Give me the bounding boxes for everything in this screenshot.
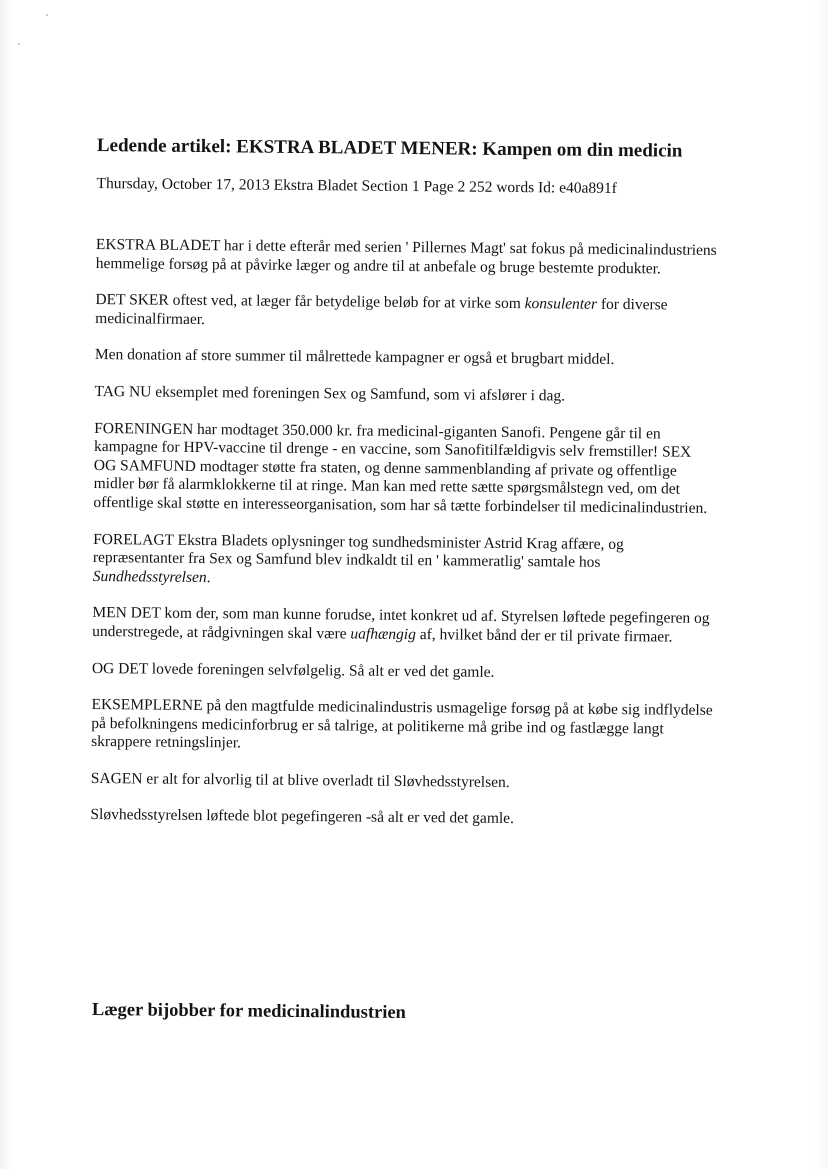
paragraph: OG DET lovede foreningen selvfølgelig. Så alt er ved det gamle. (91, 659, 495, 681)
italic-term: konsulenter (524, 295, 598, 313)
paragraph: Sløvhedsstyrelsen løftede blot pegefingeren -så alt er ved det gamle. (90, 806, 515, 828)
paragraph-text: MEN DET kom der, som man kunne forudse, intet konkret ud af. Styrelsen løftede pegefingeren og understregede, at rådgivningen skal være (92, 604, 710, 643)
paragraph: EKSEMPLERNE på den magtfulde medicinalindustris usmagelige forsøg på at købe sig indflydelse på befolkningens medicinforbrug er så talrige, at politikerne må gribe ind og fastlægge langt skrappere retningslinjer. (91, 696, 713, 752)
article (90, 134, 719, 849)
paragraph-text: for diverse medicinalfirmaer. (95, 295, 668, 328)
italic-term: Sundhedsstyrelsen (92, 567, 207, 586)
article-meta: Thursday, October 17, 2013 Ekstra Bladet Section 1 Page 2 252 words Id: e40a891f (96, 174, 617, 197)
paragraph (92, 604, 714, 647)
paragraph (93, 531, 716, 593)
paragraph (95, 291, 717, 334)
italic-term: uafhængig (350, 625, 416, 643)
paragraph: SAGEN er alt for alvorlig til at blive overladt til Sløvhedsstyrelsen. (90, 769, 510, 791)
paragraph-text: DET SKER oftest ved, at læger får betydelige beløb for at virke som (95, 291, 525, 313)
paragraph: Men donation af store summer til målrettede kampagner er også et brugbart middel. (94, 346, 615, 369)
article-headline: Ledende artikel: EKSTRA BLADET MENER: Kampen om din medicin (96, 134, 683, 162)
next-article-headline: Læger bijobber for medicinalindustrien (91, 1000, 407, 1024)
scan-speck (46, 14, 48, 16)
article-body (90, 236, 718, 831)
paragraph-text: af, hvilket bånd der er til private firmaer. (415, 625, 673, 646)
paragraph: FORENINGEN har modtaget 350.000 kr. fra medicinal-giganten Sanofi. Pengene går til en kampagne for HPV-vaccine til drenge - en vaccine, som Sanofitilfældigvis selv fremstiller! SEX OG SAMFUND modtager støtte fra staten, og denne sammenblanding af private og offentlige midler bør få alarmklokkerne til at ringe. Man kan med rette sætte spørgsmålstegn ved, om det offentlige skal støtte en interesseorganisation, som har så tætte forbindelser til medicinalindustrien. (93, 419, 708, 517)
paragraph: TAG NU eksemplet med foreningen Sex og Samfund, som vi afslører i dag. (94, 382, 566, 405)
scan-speck (18, 43, 20, 45)
paragraph: EKSTRA BLADET har i dette efterår med serien ' Pillernes Magt' sat fokus på medicinalindustriens hemmelige forsøg på at påvirke læger og andre til at anbefale og bruge bestemte produkter. (95, 235, 717, 278)
paragraph-text: FORELAGT Ekstra Bladets oplysninger tog sundhedsminister Astrid Krag affære, og repræsentanter fra Sex og Samfund blev indkaldt til en ' kammeratlig' samtale hos (92, 530, 624, 571)
paragraph-text: . (206, 568, 211, 586)
